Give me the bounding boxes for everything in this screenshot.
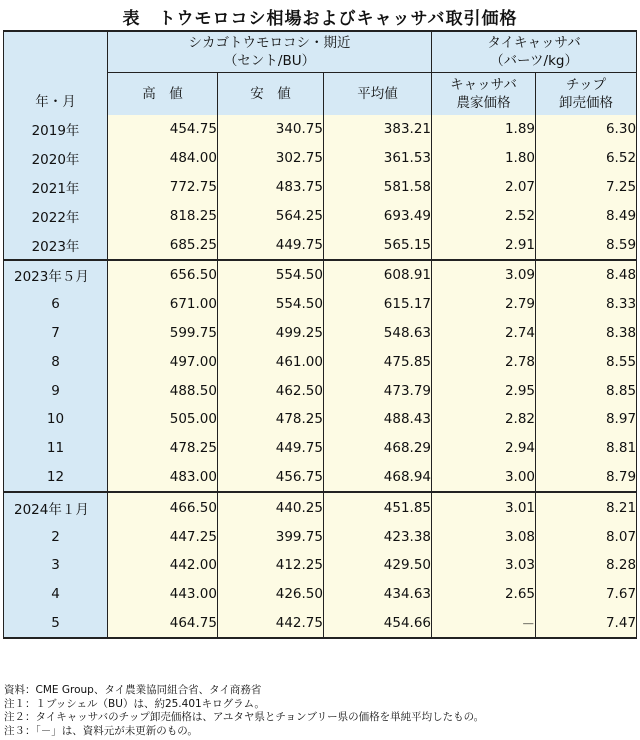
- cell-high: 671.00: [108, 290, 218, 319]
- row-label: 10: [4, 405, 108, 434]
- row-label: 2023年: [4, 230, 108, 260]
- note-3: 注３：「－」は、資料元が未更新のもの。: [4, 724, 198, 737]
- cell-low: 426.50: [218, 580, 324, 609]
- row-label: 6: [4, 290, 108, 319]
- table-row: [4, 319, 637, 348]
- cell-average: 434.63: [324, 580, 432, 609]
- cell-low: 456.75: [218, 463, 324, 493]
- header-farm-price-line1: キャッサバ: [450, 77, 517, 93]
- cell-farm-price: 2.94: [432, 434, 536, 463]
- cell-chip-price: 8.55: [536, 347, 637, 376]
- table-row: [4, 144, 637, 173]
- cell-high: 484.00: [108, 144, 218, 173]
- cell-average: 608.91: [324, 260, 432, 290]
- cell-chip-price: 8.28: [536, 551, 637, 580]
- cell-high: 818.25: [108, 201, 218, 230]
- cell-low: 478.25: [218, 405, 324, 434]
- cell-average: 451.85: [324, 492, 432, 522]
- cell-farm-price: 2.91: [432, 230, 536, 260]
- price-table: [3, 30, 637, 639]
- table-row: [4, 434, 637, 463]
- cell-low: 302.75: [218, 144, 324, 173]
- cell-farm-price: 3.09: [432, 260, 536, 290]
- header-average: 平均値: [324, 73, 432, 116]
- cell-chip-price: 7.25: [536, 173, 637, 202]
- cell-high: 466.50: [108, 492, 218, 522]
- header-chicago-corn: [108, 31, 432, 73]
- cell-farm-price: 3.01: [432, 492, 536, 522]
- table-row: [4, 290, 637, 319]
- cell-farm-price: 3.00: [432, 463, 536, 493]
- cell-farm-price: 2.95: [432, 376, 536, 405]
- table-row: [4, 115, 637, 144]
- cell-average: 581.58: [324, 173, 432, 202]
- row-label: 2023年５月: [4, 260, 108, 290]
- cell-high: 478.25: [108, 434, 218, 463]
- header-high: 高 値: [108, 73, 218, 116]
- cell-chip-price: 6.52: [536, 144, 637, 173]
- cell-chip-price: 8.21: [536, 492, 637, 522]
- cell-farm-price: 2.74: [432, 319, 536, 348]
- cell-low: 499.25: [218, 319, 324, 348]
- cell-chip-price: 7.47: [536, 609, 637, 639]
- row-label: 8: [4, 347, 108, 376]
- cell-farm-price: 2.78: [432, 347, 536, 376]
- cell-low: 461.00: [218, 347, 324, 376]
- cell-high: 483.00: [108, 463, 218, 493]
- cell-chip-price: 8.38: [536, 319, 637, 348]
- header-chip-price-line2: 卸売価格: [559, 95, 614, 111]
- table-row: [4, 551, 637, 580]
- cell-low: 462.50: [218, 376, 324, 405]
- cell-farm-price: 2.07: [432, 173, 536, 202]
- cell-low: 554.50: [218, 260, 324, 290]
- cell-chip-price: 8.97: [536, 405, 637, 434]
- cell-farm-price: 2.52: [432, 201, 536, 230]
- cell-average: 475.85: [324, 347, 432, 376]
- cell-average: 693.49: [324, 201, 432, 230]
- header-chip-price-line1: チップ: [565, 77, 607, 93]
- table-row: [4, 173, 637, 202]
- cell-chip-price: 7.67: [536, 580, 637, 609]
- table-row: [4, 201, 637, 230]
- cell-average: 488.43: [324, 405, 432, 434]
- cell-high: 488.50: [108, 376, 218, 405]
- row-label: 2: [4, 522, 108, 551]
- table-row: [4, 580, 637, 609]
- cell-low: 554.50: [218, 290, 324, 319]
- cell-chip-price: 8.07: [536, 522, 637, 551]
- header-thai-cassava-title: タイキャッサバ: [487, 35, 581, 51]
- table-row: [4, 260, 637, 290]
- table-row: [4, 347, 637, 376]
- table-row: [4, 376, 637, 405]
- cell-high: 447.25: [108, 522, 218, 551]
- header-low: 安 値: [218, 73, 324, 116]
- notes: [4, 684, 484, 738]
- row-label: 9: [4, 376, 108, 405]
- cell-average: 548.63: [324, 319, 432, 348]
- note-2: 注２：タイキャッサバのチップ卸売価格は、アユタヤ県とチョンブリー県の価格を単純平均したもの。: [4, 711, 485, 723]
- table-row: [4, 405, 637, 434]
- cell-average: 423.38: [324, 522, 432, 551]
- table-row: [4, 522, 637, 551]
- cell-low: 399.75: [218, 522, 324, 551]
- cell-chip-price: 8.33: [536, 290, 637, 319]
- cell-chip-price: 8.81: [536, 434, 637, 463]
- cell-low: 340.75: [218, 115, 324, 144]
- cell-low: 449.75: [218, 230, 324, 260]
- cell-farm-price: －: [432, 609, 536, 639]
- cell-average: 615.17: [324, 290, 432, 319]
- cell-high: 772.75: [108, 173, 218, 202]
- cell-farm-price: 1.80: [432, 144, 536, 173]
- row-label: 3: [4, 551, 108, 580]
- cell-chip-price: 8.49: [536, 201, 637, 230]
- row-label: 2019年: [4, 115, 108, 144]
- cell-average: 383.21: [324, 115, 432, 144]
- cell-high: 599.75: [108, 319, 218, 348]
- cell-average: 454.66: [324, 609, 432, 639]
- row-label: 2021年: [4, 173, 108, 202]
- row-label: 2024年１月: [4, 492, 108, 522]
- row-label: 2022年: [4, 201, 108, 230]
- header-thai-cassava: [432, 31, 637, 73]
- table-row: [4, 463, 637, 493]
- header-chicago-corn-unit: （セント/BU）: [223, 53, 316, 69]
- note-source: 資料：CME Group、タイ農業協同組合省、タイ商務省: [4, 684, 262, 696]
- table-row: [4, 230, 637, 260]
- cell-chip-price: 8.85: [536, 376, 637, 405]
- cell-farm-price: 2.65: [432, 580, 536, 609]
- header-farm-price: [432, 73, 536, 116]
- cell-high: 464.75: [108, 609, 218, 639]
- row-label: 5: [4, 609, 108, 639]
- header-year-month: 年・月: [4, 31, 108, 115]
- cell-average: 361.53: [324, 144, 432, 173]
- header-chicago-corn-title: シカゴトウモロコシ・期近: [188, 35, 351, 51]
- cell-average: 468.29: [324, 434, 432, 463]
- cell-farm-price: 1.89: [432, 115, 536, 144]
- cell-farm-price: 2.79: [432, 290, 536, 319]
- cell-high: 497.00: [108, 347, 218, 376]
- cell-low: 483.75: [218, 173, 324, 202]
- header-farm-price-line2: 農家価格: [456, 95, 511, 111]
- cell-chip-price: 8.79: [536, 463, 637, 493]
- note-1: 注１：１ブッシェル（BU）は、約25.401キログラム。: [4, 697, 265, 710]
- cell-high: 442.00: [108, 551, 218, 580]
- row-label: 4: [4, 580, 108, 609]
- cell-average: 429.50: [324, 551, 432, 580]
- cell-high: 443.00: [108, 580, 218, 609]
- cell-low: 564.25: [218, 201, 324, 230]
- cell-farm-price: 3.08: [432, 522, 536, 551]
- cell-low: 442.75: [218, 609, 324, 639]
- cell-average: 468.94: [324, 463, 432, 493]
- cell-high: 685.25: [108, 230, 218, 260]
- header-thai-cassava-unit: （バーツ/kg）: [490, 53, 578, 69]
- cell-farm-price: 3.03: [432, 551, 536, 580]
- cell-farm-price: 2.82: [432, 405, 536, 434]
- cell-average: 565.15: [324, 230, 432, 260]
- cell-low: 412.25: [218, 551, 324, 580]
- cell-high: 505.00: [108, 405, 218, 434]
- cell-average: 473.79: [324, 376, 432, 405]
- table-row: [4, 609, 637, 639]
- table-row: [4, 492, 637, 522]
- cell-chip-price: 6.30: [536, 115, 637, 144]
- row-label: 2020年: [4, 144, 108, 173]
- cell-chip-price: 8.48: [536, 260, 637, 290]
- row-label: 11: [4, 434, 108, 463]
- cell-low: 449.75: [218, 434, 324, 463]
- cell-high: 454.75: [108, 115, 218, 144]
- cell-low: 440.25: [218, 492, 324, 522]
- row-label: 7: [4, 319, 108, 348]
- table-title: 表 トウモロコシ相場およびキャッサバ取引価格: [122, 9, 518, 29]
- row-label: 12: [4, 463, 108, 493]
- cell-chip-price: 8.59: [536, 230, 637, 260]
- cell-high: 656.50: [108, 260, 218, 290]
- header-chip-price: [536, 73, 637, 116]
